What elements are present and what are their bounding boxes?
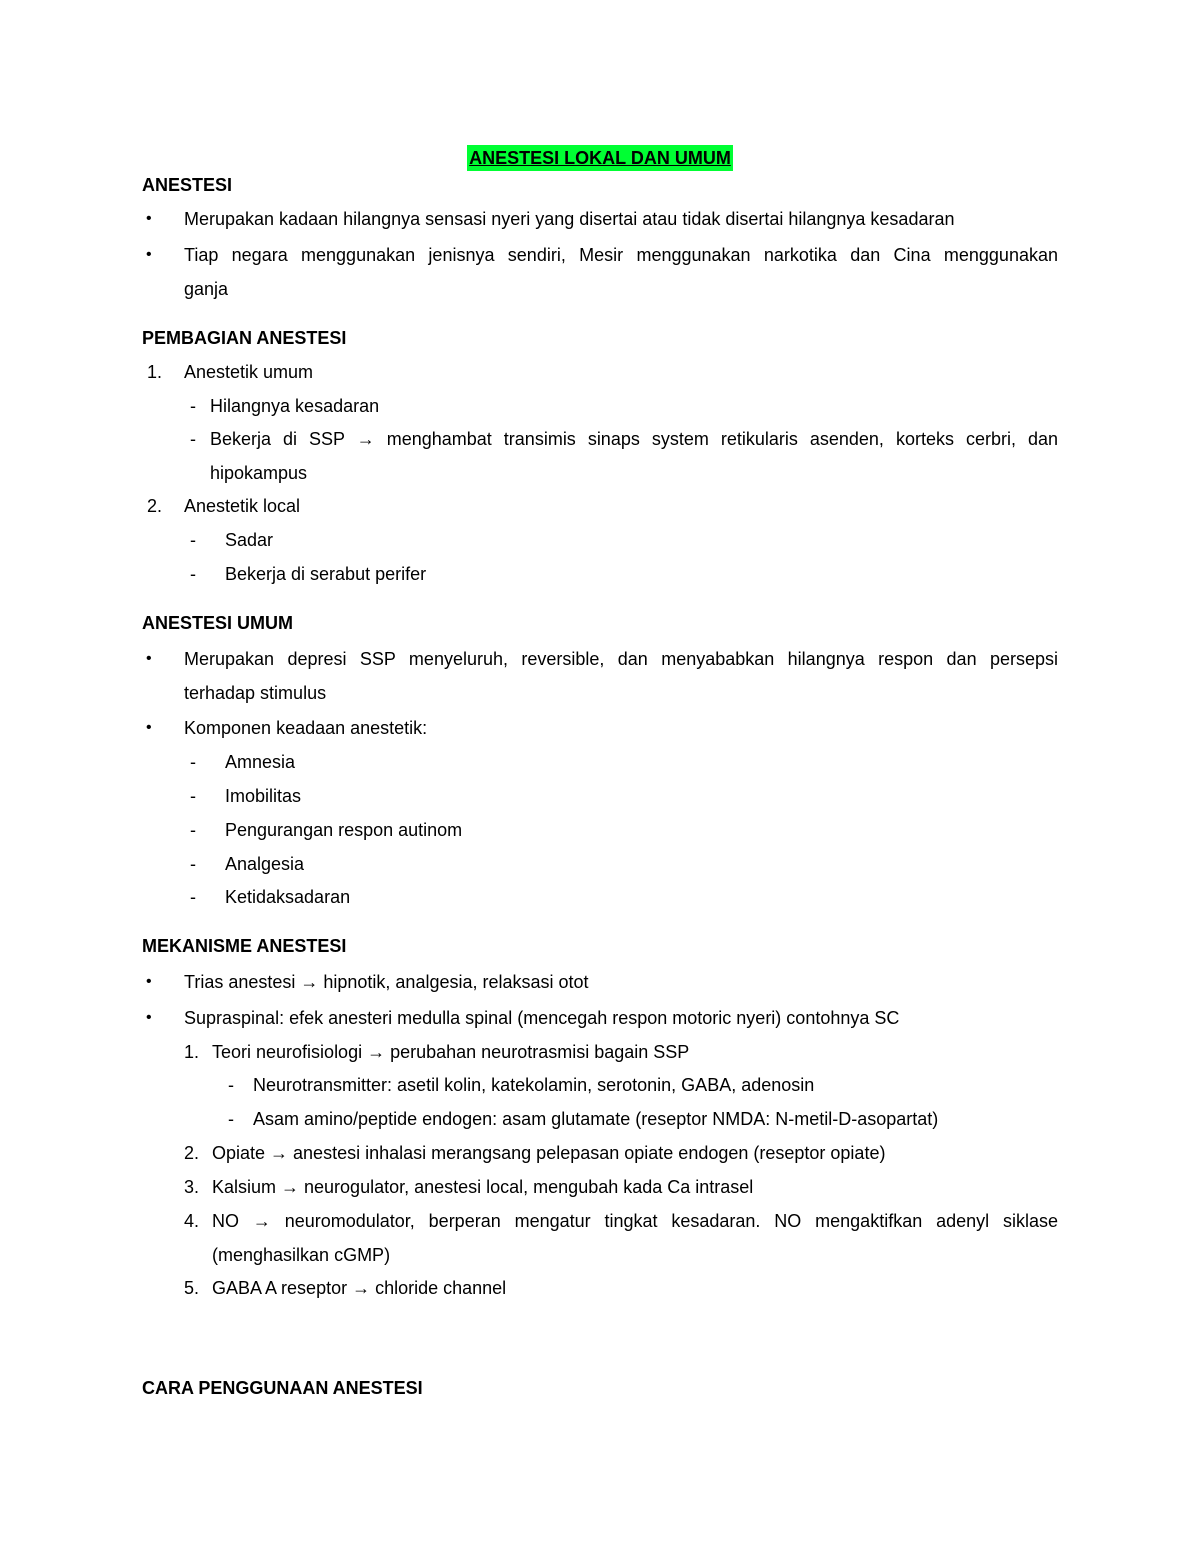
dash-marker: - [190,530,196,550]
dash-marker: - [190,854,196,874]
sub-item: Pengurangan respon autinom [225,820,463,840]
list-item-continuation: terhadap stimulus [184,683,327,703]
sub-item: Imobilitas [225,786,302,806]
dash-marker: - [190,820,196,840]
sub-item: Bekerja di serabut perifer [225,564,427,584]
list-item: Trias anestesi → hipnotik, analgesia, relaksasi otot [184,972,589,992]
sub-item: Sadar [225,530,274,550]
sub-item: Analgesia [225,854,305,874]
dash-marker: - [190,887,196,907]
list-item: Teori neurofisiologi → perubahan neurotrasmisi bagain SSP [212,1042,690,1062]
dash-marker: - [228,1109,234,1129]
list-item: Tiap negara menggunakan jenisnya sendiri, Mesir menggunakan narkotika dan Cina menggunakan [184,245,1058,265]
list-item: NO → neuromodulator, berperan mengatur tingkat kesadaran. NO mengaktifkan adenyl siklase [212,1211,1058,1231]
sub-item: Neurotransmitter: asetil kolin, katekolamin, serotonin, GABA, adenosin [253,1075,815,1095]
dash-marker: - [190,752,196,772]
list-item: Kalsium → neurogulator, anestesi local, mengubah kada Ca intrasel [212,1177,754,1197]
bullet-icon: • [146,650,152,667]
list-item: Merupakan kadaan hilangnya sensasi nyeri yang disertai atau tidak disertai hilangnya kesadaran [184,209,955,229]
list-number: 3. [184,1177,200,1197]
list-item: Komponen keadaan anestetik: [184,718,428,738]
list-item: Anestetik umum [184,362,314,382]
list-number: 1. [184,1042,200,1062]
list-item: Supraspinal: efek anesteri medulla spinal (mencegah respon motoric nyeri) contohnya SC [184,1008,900,1028]
list-item-continuation: (menghasilkan cGMP) [212,1245,391,1265]
list-item: Opiate → anestesi inhalasi merangsang pelepasan opiate endogen (reseptor opiate) [212,1143,886,1163]
sub-item: Hilangnya kesadaran [210,396,380,416]
list-number: 2. [184,1143,200,1163]
title-container [0,145,1200,171]
list-item-continuation: ganja [184,279,229,299]
list-number: 5. [184,1278,200,1298]
heading-cara-penggunaan-anestesi: CARA PENGGUNAAN ANESTESI [142,1378,423,1398]
sub-item: Bekerja di SSP → menghambat transimis sinaps system retikularis asenden, korteks cerbri, dan [210,429,1058,449]
dash-marker: - [190,396,196,416]
bullet-icon: • [146,246,152,263]
dash-marker: - [190,564,196,584]
list-number: 2. [147,496,163,516]
bullet-icon: • [146,719,152,736]
list-number: 4. [184,1211,200,1231]
document-title: ANESTESI LOKAL DAN UMUM [467,145,733,171]
heading-anestesi: ANESTESI [142,175,233,195]
heading-anestesi-umum: ANESTESI UMUM [142,613,294,633]
dash-marker: - [190,786,196,806]
sub-item: Ketidaksadaran [225,887,351,907]
sub-item: Amnesia [225,752,296,772]
list-item: Merupakan depresi SSP menyeluruh, reversible, dan menyababkan hilangnya respon dan persepsi [184,649,1058,669]
dash-marker: - [228,1075,234,1095]
bullet-icon: • [146,1009,152,1026]
sub-item: Asam amino/peptide endogen: asam glutamate (reseptor NMDA: N-metil-D-asopartat) [253,1109,939,1129]
heading-pembagian-anestesi: PEMBAGIAN ANESTESI [142,328,347,348]
list-item: GABA A reseptor → chloride channel [212,1278,507,1298]
heading-mekanisme-anestesi: MEKANISME ANESTESI [142,936,347,956]
bullet-icon: • [146,973,152,990]
sub-item-continuation: hipokampus [210,463,308,483]
bullet-icon: • [146,210,152,227]
list-item: Anestetik local [184,496,301,516]
list-number: 1. [147,362,163,382]
dash-marker: - [190,429,196,449]
